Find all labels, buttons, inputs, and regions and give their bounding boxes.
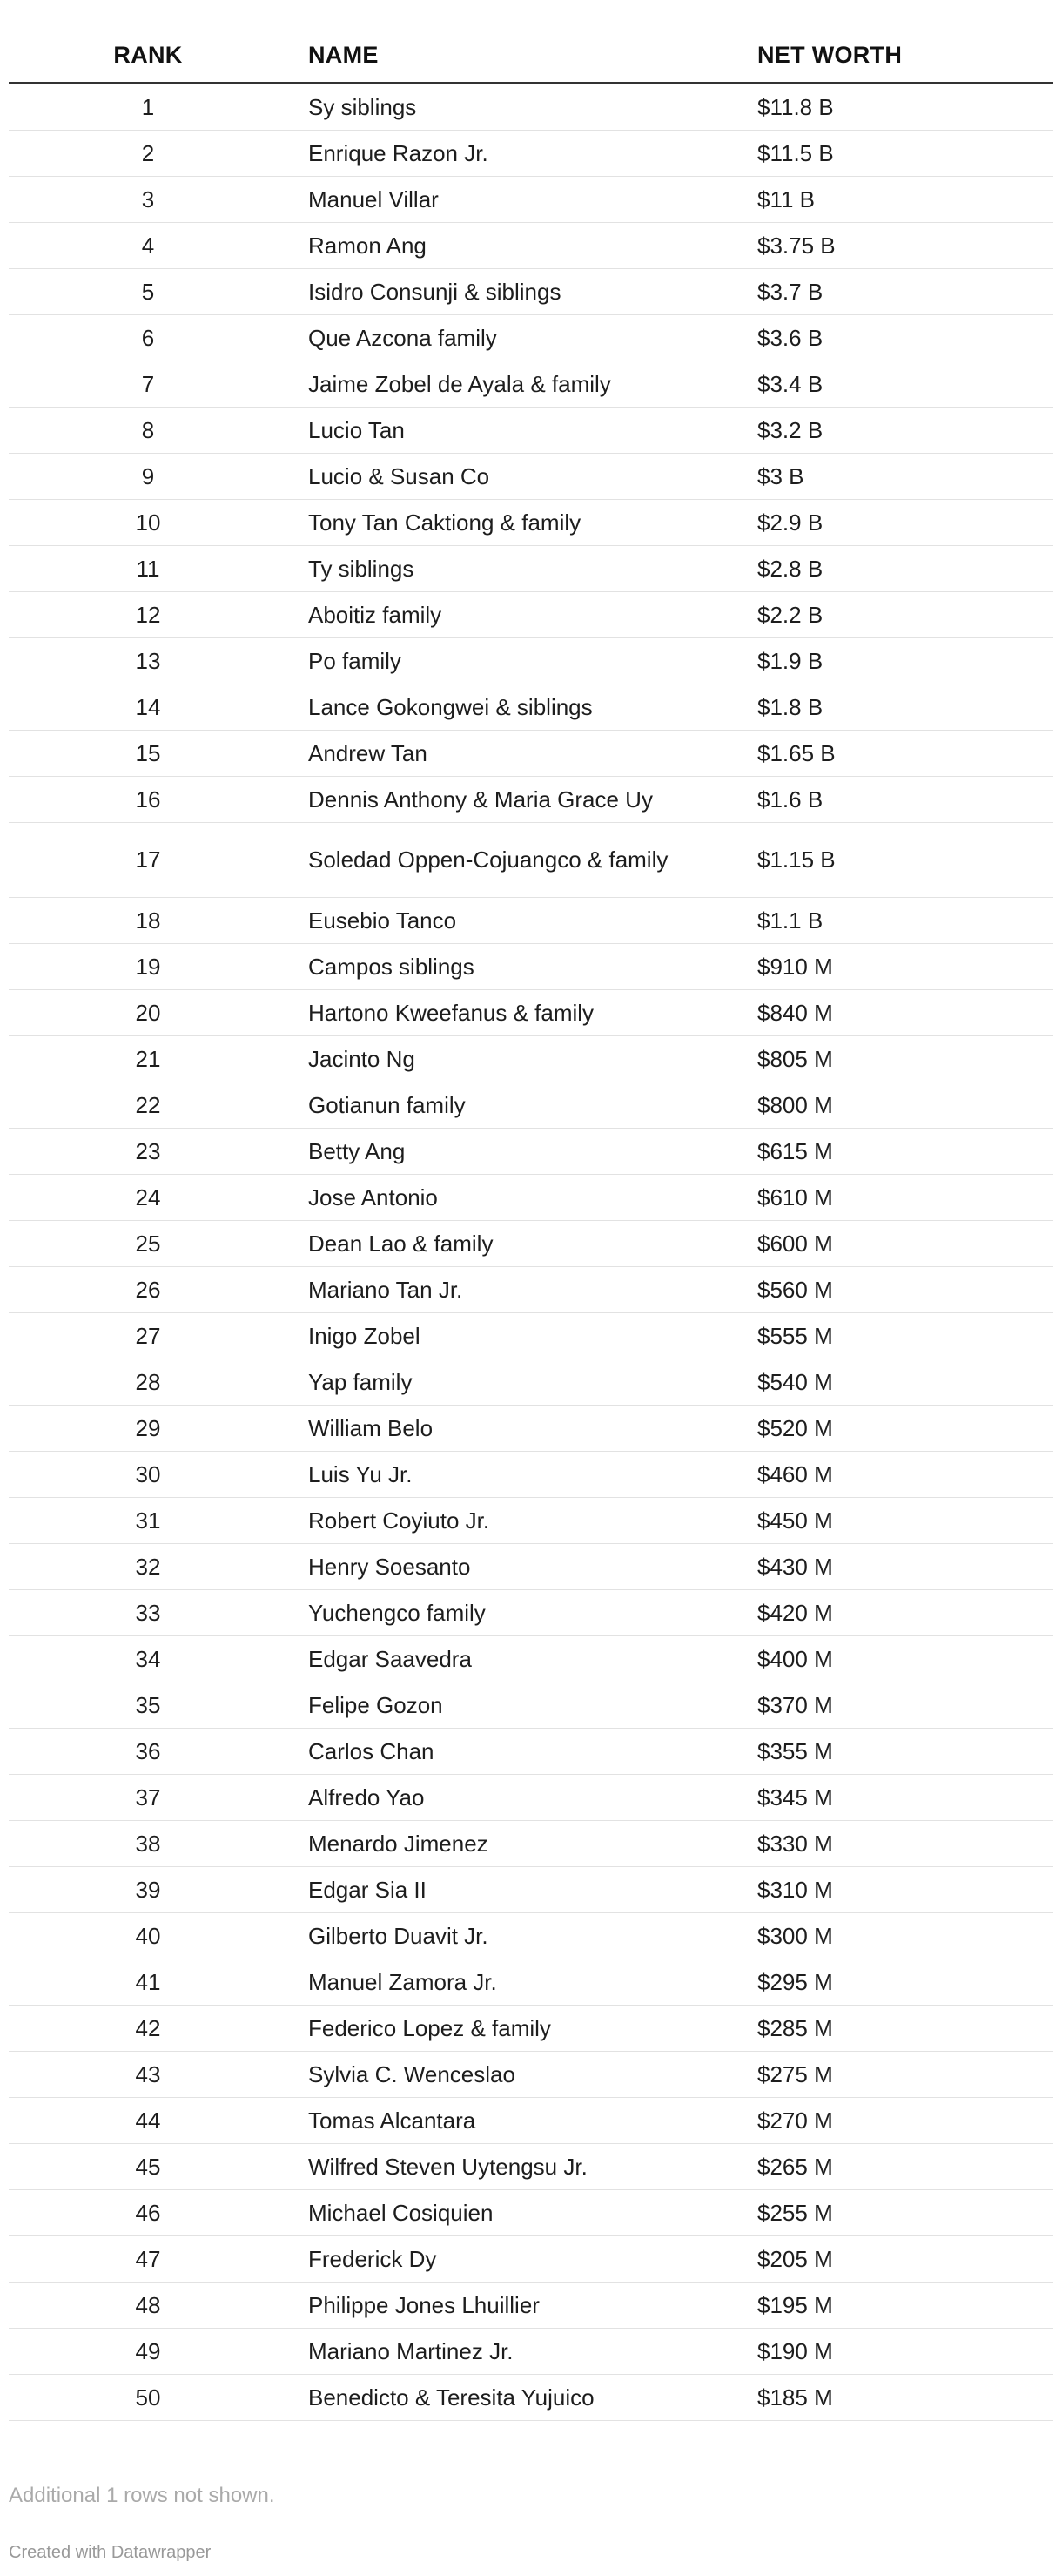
cell-rank: 48 xyxy=(9,2283,287,2329)
datawrapper-credit: Created with Datawrapper xyxy=(9,2543,212,2562)
cell-rank: 11 xyxy=(9,546,287,592)
table-row xyxy=(9,408,1053,454)
cell-name: Gilberto Duavit Jr. xyxy=(287,1913,723,1959)
cell-net-worth: $450 M xyxy=(723,1498,1053,1544)
cell-net-worth: $270 M xyxy=(723,2098,1053,2144)
table-row xyxy=(9,898,1053,944)
cell-name: Isidro Consunji & siblings xyxy=(287,269,723,315)
cell-name: Hartono Kweefanus & family xyxy=(287,990,723,1036)
cell-name: Sylvia C. Wenceslao xyxy=(287,2052,723,2098)
table-row xyxy=(9,1406,1053,1452)
cell-net-worth: $3.7 B xyxy=(723,269,1053,315)
table-row xyxy=(9,1498,1053,1544)
cell-name: Federico Lopez & family xyxy=(287,2006,723,2052)
cell-rank: 43 xyxy=(9,2052,287,2098)
cell-rank: 4 xyxy=(9,223,287,269)
cell-rank: 42 xyxy=(9,2006,287,2052)
table-row xyxy=(9,1452,1053,1498)
column-header-net-worth[interactable]: NET WORTH xyxy=(723,28,1053,84)
table-row xyxy=(9,361,1053,408)
table-row xyxy=(9,1590,1053,1636)
cell-net-worth: $265 M xyxy=(723,2144,1053,2190)
cell-name: Mariano Martinez Jr. xyxy=(287,2329,723,2375)
cell-rank: 45 xyxy=(9,2144,287,2190)
cell-name: Frederick Dy xyxy=(287,2236,723,2283)
cell-name: Ty siblings xyxy=(287,546,723,592)
cell-net-worth: $295 M xyxy=(723,1959,1053,2006)
cell-name: Philippe Jones Lhuillier xyxy=(287,2283,723,2329)
cell-rank: 23 xyxy=(9,1129,287,1175)
cell-rank: 30 xyxy=(9,1452,287,1498)
cell-name: Tony Tan Caktiong & family xyxy=(287,500,723,546)
cell-name: Michael Cosiquien xyxy=(287,2190,723,2236)
cell-name: Ramon Ang xyxy=(287,223,723,269)
cell-net-worth: $185 M xyxy=(723,2375,1053,2421)
cell-name: Gotianun family xyxy=(287,1082,723,1129)
cell-net-worth: $370 M xyxy=(723,1682,1053,1729)
table-row xyxy=(9,500,1053,546)
table-row xyxy=(9,1682,1053,1729)
cell-name: Sy siblings xyxy=(287,84,723,131)
table-row xyxy=(9,1175,1053,1221)
cell-net-worth: $1.6 B xyxy=(723,777,1053,823)
cell-rank: 17 xyxy=(9,823,287,898)
table-row xyxy=(9,990,1053,1036)
column-header-name[interactable]: NAME xyxy=(287,28,723,84)
cell-net-worth: $255 M xyxy=(723,2190,1053,2236)
table-row xyxy=(9,2098,1053,2144)
cell-rank: 2 xyxy=(9,131,287,177)
cell-rank: 8 xyxy=(9,408,287,454)
cell-name: Betty Ang xyxy=(287,1129,723,1175)
table-row xyxy=(9,131,1053,177)
cell-name: Eusebio Tanco xyxy=(287,898,723,944)
cell-rank: 16 xyxy=(9,777,287,823)
cell-name: Dennis Anthony & Maria Grace Uy xyxy=(287,777,723,823)
cell-name: Carlos Chan xyxy=(287,1729,723,1775)
cell-net-worth: $420 M xyxy=(723,1590,1053,1636)
cell-net-worth: $840 M xyxy=(723,990,1053,1036)
cell-name: Jose Antonio xyxy=(287,1175,723,1221)
cell-rank: 6 xyxy=(9,315,287,361)
cell-net-worth: $910 M xyxy=(723,944,1053,990)
table-row xyxy=(9,731,1053,777)
cell-net-worth: $1.65 B xyxy=(723,731,1053,777)
cell-name: Edgar Saavedra xyxy=(287,1636,723,1682)
table-row xyxy=(9,2283,1053,2329)
cell-net-worth: $330 M xyxy=(723,1821,1053,1867)
cell-rank: 5 xyxy=(9,269,287,315)
cell-name: Po family xyxy=(287,638,723,684)
table-row xyxy=(9,1729,1053,1775)
cell-rank: 27 xyxy=(9,1313,287,1359)
cell-name: Inigo Zobel xyxy=(287,1313,723,1359)
cell-name: Menardo Jimenez xyxy=(287,1821,723,1867)
cell-rank: 35 xyxy=(9,1682,287,1729)
cell-rank: 31 xyxy=(9,1498,287,1544)
cell-rank: 47 xyxy=(9,2236,287,2283)
table-row xyxy=(9,1267,1053,1313)
cell-net-worth: $805 M xyxy=(723,1036,1053,1082)
cell-name: Andrew Tan xyxy=(287,731,723,777)
cell-name: Que Azcona family xyxy=(287,315,723,361)
cell-rank: 12 xyxy=(9,592,287,638)
cell-name: Henry Soesanto xyxy=(287,1544,723,1590)
cell-net-worth: $205 M xyxy=(723,2236,1053,2283)
cell-name: Yap family xyxy=(287,1359,723,1406)
header-row xyxy=(9,28,1053,84)
cell-name: Robert Coyiuto Jr. xyxy=(287,1498,723,1544)
table-row xyxy=(9,638,1053,684)
cell-name: Felipe Gozon xyxy=(287,1682,723,1729)
table-row xyxy=(9,2236,1053,2283)
cell-rank: 18 xyxy=(9,898,287,944)
cell-rank: 32 xyxy=(9,1544,287,1590)
table-row xyxy=(9,223,1053,269)
table-row xyxy=(9,1359,1053,1406)
table-row xyxy=(9,777,1053,823)
cell-name: Dean Lao & family xyxy=(287,1221,723,1267)
cell-name: Manuel Villar xyxy=(287,177,723,223)
table-row xyxy=(9,1913,1053,1959)
table-row xyxy=(9,1636,1053,1682)
cell-rank: 36 xyxy=(9,1729,287,1775)
cell-net-worth: $400 M xyxy=(723,1636,1053,1682)
cell-net-worth: $190 M xyxy=(723,2329,1053,2375)
cell-rank: 25 xyxy=(9,1221,287,1267)
cell-net-worth: $345 M xyxy=(723,1775,1053,1821)
cell-net-worth: $3.75 B xyxy=(723,223,1053,269)
cell-name: Benedicto & Teresita Yujuico xyxy=(287,2375,723,2421)
cell-net-worth: $2.2 B xyxy=(723,592,1053,638)
cell-net-worth: $600 M xyxy=(723,1221,1053,1267)
cell-name: Wilfred Steven Uytengsu Jr. xyxy=(287,2144,723,2190)
cell-name: Lance Gokongwei & siblings xyxy=(287,684,723,731)
cell-net-worth: $3.4 B xyxy=(723,361,1053,408)
table-header xyxy=(9,28,1053,84)
table-row xyxy=(9,1821,1053,1867)
cell-net-worth: $275 M xyxy=(723,2052,1053,2098)
cell-net-worth: $460 M xyxy=(723,1452,1053,1498)
cell-net-worth: $195 M xyxy=(723,2283,1053,2329)
cell-rank: 3 xyxy=(9,177,287,223)
table-row xyxy=(9,592,1053,638)
cell-name: Enrique Razon Jr. xyxy=(287,131,723,177)
cell-net-worth: $800 M xyxy=(723,1082,1053,1129)
cell-rank: 14 xyxy=(9,684,287,731)
table-row xyxy=(9,1867,1053,1913)
table-body xyxy=(9,84,1053,2421)
cell-name: Jaime Zobel de Ayala & family xyxy=(287,361,723,408)
table-row xyxy=(9,684,1053,731)
table-row xyxy=(9,84,1053,131)
cell-net-worth: $355 M xyxy=(723,1729,1053,1775)
cell-net-worth: $430 M xyxy=(723,1544,1053,1590)
cell-rank: 22 xyxy=(9,1082,287,1129)
cell-rank: 40 xyxy=(9,1913,287,1959)
table-row xyxy=(9,1544,1053,1590)
cell-net-worth: $3.6 B xyxy=(723,315,1053,361)
table-row xyxy=(9,315,1053,361)
table-row xyxy=(9,1221,1053,1267)
cell-rank: 33 xyxy=(9,1590,287,1636)
cell-net-worth: $615 M xyxy=(723,1129,1053,1175)
table-row xyxy=(9,823,1053,898)
table-row xyxy=(9,1082,1053,1129)
table-row xyxy=(9,546,1053,592)
table-row xyxy=(9,1036,1053,1082)
cell-rank: 21 xyxy=(9,1036,287,1082)
cell-name: Luis Yu Jr. xyxy=(287,1452,723,1498)
cell-name: William Belo xyxy=(287,1406,723,1452)
cell-net-worth: $2.9 B xyxy=(723,500,1053,546)
cell-net-worth: $310 M xyxy=(723,1867,1053,1913)
cell-net-worth: $3 B xyxy=(723,454,1053,500)
cell-net-worth: $1.15 B xyxy=(723,823,1053,898)
table-row xyxy=(9,1313,1053,1359)
cell-rank: 37 xyxy=(9,1775,287,1821)
cell-net-worth: $11.5 B xyxy=(723,131,1053,177)
cell-name: Yuchengco family xyxy=(287,1590,723,1636)
cell-name: Alfredo Yao xyxy=(287,1775,723,1821)
cell-net-worth: $11 B xyxy=(723,177,1053,223)
cell-rank: 19 xyxy=(9,944,287,990)
table-row xyxy=(9,2052,1053,2098)
cell-name: Jacinto Ng xyxy=(287,1036,723,1082)
cell-net-worth: $300 M xyxy=(723,1913,1053,1959)
cell-rank: 24 xyxy=(9,1175,287,1221)
cell-net-worth: $285 M xyxy=(723,2006,1053,2052)
cell-name: Mariano Tan Jr. xyxy=(287,1267,723,1313)
table-row xyxy=(9,454,1053,500)
table-row xyxy=(9,1959,1053,2006)
cell-net-worth: $555 M xyxy=(723,1313,1053,1359)
cell-net-worth: $2.8 B xyxy=(723,546,1053,592)
cell-rank: 46 xyxy=(9,2190,287,2236)
cell-rank: 1 xyxy=(9,84,287,131)
table-row xyxy=(9,1129,1053,1175)
cell-rank: 50 xyxy=(9,2375,287,2421)
cell-net-worth: $540 M xyxy=(723,1359,1053,1406)
cell-net-worth: $1.8 B xyxy=(723,684,1053,731)
cell-name: Tomas Alcantara xyxy=(287,2098,723,2144)
cell-rank: 10 xyxy=(9,500,287,546)
cell-net-worth: $610 M xyxy=(723,1175,1053,1221)
cell-net-worth: $1.9 B xyxy=(723,638,1053,684)
column-header-rank[interactable]: RANK xyxy=(9,28,287,84)
cell-net-worth: $560 M xyxy=(723,1267,1053,1313)
table-row xyxy=(9,2375,1053,2421)
cell-name: Lucio & Susan Co xyxy=(287,454,723,500)
table-row xyxy=(9,177,1053,223)
table-row xyxy=(9,2190,1053,2236)
cell-rank: 7 xyxy=(9,361,287,408)
cell-rank: 38 xyxy=(9,1821,287,1867)
cell-rank: 41 xyxy=(9,1959,287,2006)
cell-rank: 49 xyxy=(9,2329,287,2375)
cell-rank: 15 xyxy=(9,731,287,777)
net-worth-table xyxy=(9,28,1053,2421)
cell-rank: 29 xyxy=(9,1406,287,1452)
cell-rank: 39 xyxy=(9,1867,287,1913)
cell-rank: 26 xyxy=(9,1267,287,1313)
table-row xyxy=(9,1775,1053,1821)
cell-net-worth: $3.2 B xyxy=(723,408,1053,454)
table-row xyxy=(9,944,1053,990)
cell-name: Aboitiz family xyxy=(287,592,723,638)
cell-net-worth: $520 M xyxy=(723,1406,1053,1452)
cell-net-worth: $1.1 B xyxy=(723,898,1053,944)
cell-name: Edgar Sia II xyxy=(287,1867,723,1913)
table-row xyxy=(9,2144,1053,2190)
cell-rank: 28 xyxy=(9,1359,287,1406)
cell-rank: 20 xyxy=(9,990,287,1036)
cell-rank: 13 xyxy=(9,638,287,684)
cell-name: Soledad Oppen-Cojuangco & family xyxy=(287,823,723,898)
table-row xyxy=(9,2006,1053,2052)
cell-name: Campos siblings xyxy=(287,944,723,990)
rows-not-shown-note: Additional 1 rows not shown. xyxy=(9,2484,275,2507)
table-row xyxy=(9,269,1053,315)
cell-name: Manuel Zamora Jr. xyxy=(287,1959,723,2006)
cell-rank: 34 xyxy=(9,1636,287,1682)
cell-name: Lucio Tan xyxy=(287,408,723,454)
cell-rank: 44 xyxy=(9,2098,287,2144)
cell-rank: 9 xyxy=(9,454,287,500)
cell-net-worth: $11.8 B xyxy=(723,84,1053,131)
table-row xyxy=(9,2329,1053,2375)
